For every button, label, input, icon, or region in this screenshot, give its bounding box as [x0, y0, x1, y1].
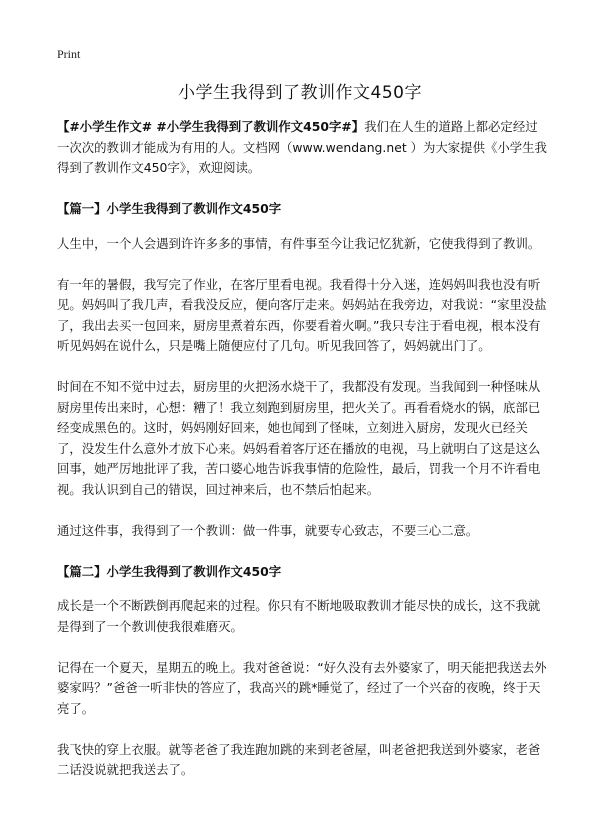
section-1-heading: 【篇一】小学生我得到了教训作文450字	[57, 201, 282, 216]
section-1-paragraph-2: 有一年的暑假，我写完了作业，在客厅里看电视。我看得十分入迷，连妈妈叫我也没有听见。妈妈叫了我几声，看我没反应，便向客厅走来。妈妈站在我旁边，对我说：“家里没盐了，我出去买一包回来，厨房里煮着东西，你要看着火啊。”我只专注于看电视，根本没有听见妈妈在说什么，只是嘴上随便应付了几句。听见我回答了，妈妈就出门了。	[57, 276, 547, 353]
intro-text: 我们在人生的道路上都必定经过一次次的教训才能成为有用的人。文档网（www.wendang.net ）为大家提供《小学生我得到了教训作文450字》，欢迎阅读。	[57, 119, 547, 175]
section-1-paragraph-4: 通过这件事，我得到了一个教训：做一件事，就要专心致志，不要三心二意。	[57, 522, 479, 538]
page-title: 小学生我得到了教训作文450字	[178, 83, 422, 103]
section-2-paragraph-2: 记得在一个夏天，星期五的晚上。我对爸爸说：“好久没有去外婆家了，明天能把我送去外婆家吗？”爸爸一听非快的答应了，我高兴的跳*睡觉了，经过了一个兴奋的夜晚，终于天亮了。	[57, 659, 547, 716]
section-2-heading: 【篇二】小学生我得到了教训作文450字	[57, 563, 282, 579]
section-2-paragraph-1: 成长是一个不断跌倒再爬起来的过程。你只有不断地吸取教训才能尽快的成长，这不我就是得到了一个教训使我很难磨灭。	[57, 598, 541, 634]
intro-paragraph	[57, 117, 547, 179]
print-link[interactable]: Print	[57, 47, 81, 61]
section-1-paragraph-3: 时间在不知不觉中过去，厨房里的火把汤水烧干了，我都没有发现。当我闻到一种怪味从厨房里传出来时，心想：糟了！我立刻跑到厨房里，把火关了。再看看烧水的锅，底部已经变成黑色的。这时，妈妈刚好回来，她也闻到了怪味，立刻进入厨房，发现火已经关了，没发生什么意外才放下心来。妈妈看着客厅还在播放的电视，马上就明白了这是这么回事，她严厉地批评了我，苦口婆心地告诉我事情的危险性，最后，罚我一个月不许看电视。我认识到自己的错误，回过神来后，也不禁后怕起来。	[57, 379, 541, 497]
section-1-paragraph-1: 人生中，一个人会遇到许许多多的事情，有件事至今让我记忆犹新，它使我得到了教训。	[57, 235, 541, 251]
article-content	[57, 117, 547, 801]
section-2-paragraph-3: 我飞快的穿上衣服。就等老爸了我连跑加跳的来到老爸屋，叫老爸把我送到外婆家，老爸二话没说就把我送去了。	[57, 741, 541, 777]
intro-tags: 【#小学生作文# #小学生我得到了教训作文450字#】	[57, 119, 365, 134]
